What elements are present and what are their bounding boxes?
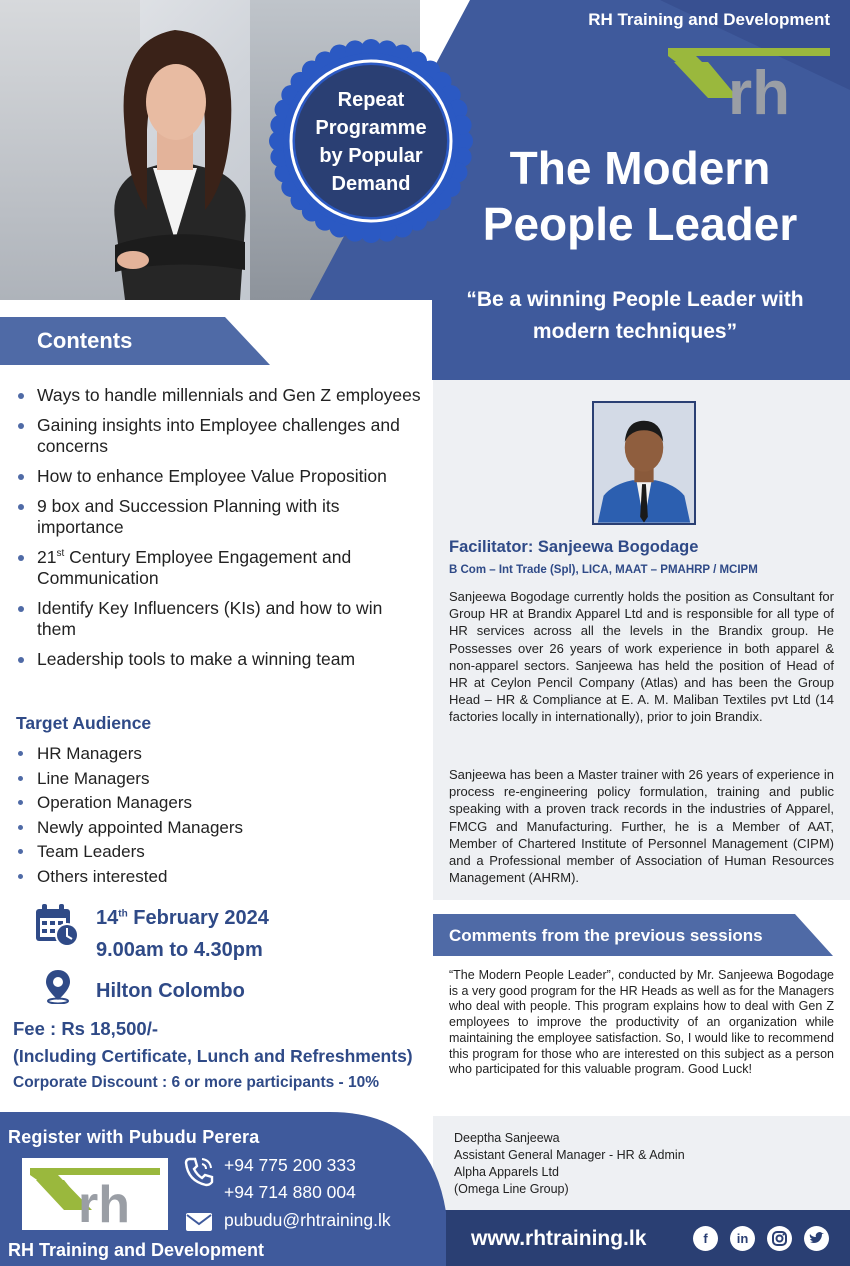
- facilitator-photo: [592, 401, 696, 525]
- register-contact-heading: Register with Pubudu Perera: [8, 1127, 260, 1147]
- facilitator-portrait: [594, 403, 694, 523]
- event-venue: Hilton Colombo: [96, 980, 245, 1002]
- target-audience-heading: Target Audience: [16, 713, 152, 733]
- contents-list: [16, 385, 426, 679]
- fee: Fee : Rs 18,500/-: [13, 1018, 158, 1039]
- page-title: The Modern People Leader: [482, 142, 798, 250]
- testimonial-signature: Deeptha Sanjeewa Assistant General Manager - HR & Admin Alpha Apparels Ltd (Omega Line Group): [454, 1131, 685, 1196]
- corporate-discount: Corporate Discount : 6 or more participants - 10%: [13, 1074, 380, 1091]
- target-audience-list: [16, 742, 243, 889]
- event-date: 14th February 2024: [96, 907, 269, 929]
- list-item: 21st Century Employee Engagement and Communication: [16, 547, 426, 589]
- fee-includes: (Including Certificate, Lunch and Refreshments): [13, 1046, 413, 1066]
- phone-number[interactable]: +94 714 880 004: [224, 1182, 356, 1202]
- logo-text: rh: [728, 59, 790, 120]
- badge-text: Repeat Programme by Popular Demand: [315, 89, 427, 195]
- list-item: Leadership tools to make a winning team: [16, 649, 426, 670]
- list-item: 9 box and Succession Planning with its importance: [16, 496, 426, 538]
- list-item: Others interested: [16, 865, 243, 890]
- linkedin-icon[interactable]: in: [730, 1226, 755, 1251]
- contents-heading: Contents: [37, 328, 133, 353]
- rh-logo: [668, 48, 830, 120]
- list-item: Ways to handle millennials and Gen Z employees: [16, 385, 426, 406]
- twitter-icon[interactable]: [804, 1226, 829, 1251]
- list-item: Newly appointed Managers: [16, 816, 243, 841]
- email-link[interactable]: pubudu@rhtraining.lk: [224, 1210, 391, 1230]
- list-item: How to enhance Employee Value Proposition: [16, 466, 426, 487]
- calendar-clock-icon: [34, 904, 80, 948]
- rh-logo: [22, 1158, 168, 1230]
- facebook-icon[interactable]: f: [693, 1226, 718, 1251]
- list-item: Operation Managers: [16, 791, 243, 816]
- tagline: “Be a winning People Leader with modern techniques”: [466, 288, 804, 343]
- list-item: Gaining insights into Employee challenges and concerns: [16, 415, 426, 457]
- event-time: 9.00am to 4.30pm: [96, 939, 263, 961]
- instagram-icon[interactable]: [767, 1226, 792, 1251]
- facilitator-bio-paragraph: Sanjeewa Bogodage currently holds the position as Consultant for Group HR at Brandix Apparel Ltd and is responsible for all type of HR services across all the levels in the Brandix group. He Possesses over 26 years of work experience in both apparel & non-apparel sectors. Sanjeewa has held the position of Head of HR at Ceylon Pencil Company (Atlas) and has been the Group Head – HR & Compliance at E. A. M. Maliban Textiles pvt Ltd (14 factories locally in internationally), prior to join Brandix.: [449, 589, 834, 725]
- location-pin-icon: [44, 968, 72, 1004]
- testimonial-quote: “The Modern People Leader”, conducted by Mr. Sanjeewa Bogodage is a very good program for the HR Heads as well as for the Managers who deal with people. This program explains how to deal with Gen Z employees to improve the productivity of an organization while maintaining the employee satisfaction. So, I would like to recommend this program for those who are interested on this subject as a person who participated for this valuable program. Good Luck!: [449, 968, 834, 1077]
- list-item: HR Managers: [16, 742, 243, 767]
- brand-name-footer: RH Training and Development: [8, 1240, 265, 1260]
- facilitator-qualifications: B Com – Int Trade (Spl), LICA, MAAT – PMAHRP / MCIPM: [449, 564, 758, 576]
- list-item: Identify Key Influencers (KIs) and how to win them: [16, 598, 426, 640]
- facilitator-bio-paragraph: Sanjeewa has been a Master trainer with 26 years of experience in process re-engineering policy formulation, training and public speaking with a proven track records in the industries of Apparel, FMCG and Manufacturing. Further, he is a Member of AAT, Member of Chartered Institute of Personnel Management (CIPM) and a Professional member of Association of Human Resources Management (AHRM).: [449, 767, 834, 886]
- list-item: Team Leaders: [16, 840, 243, 865]
- website-link[interactable]: www.rhtraining.lk: [471, 1227, 647, 1250]
- facilitator-name: Facilitator: Sanjeewa Bogodage: [449, 538, 699, 556]
- email-icon: [185, 1212, 213, 1232]
- list-item: Line Managers: [16, 767, 243, 792]
- logo-text: rh: [78, 1176, 130, 1230]
- comments-heading: Comments from the previous sessions: [449, 926, 763, 945]
- phone-icon: [184, 1155, 214, 1187]
- phone-number[interactable]: +94 775 200 333: [224, 1155, 356, 1175]
- brand-name-top: RH Training and Development: [588, 10, 830, 29]
